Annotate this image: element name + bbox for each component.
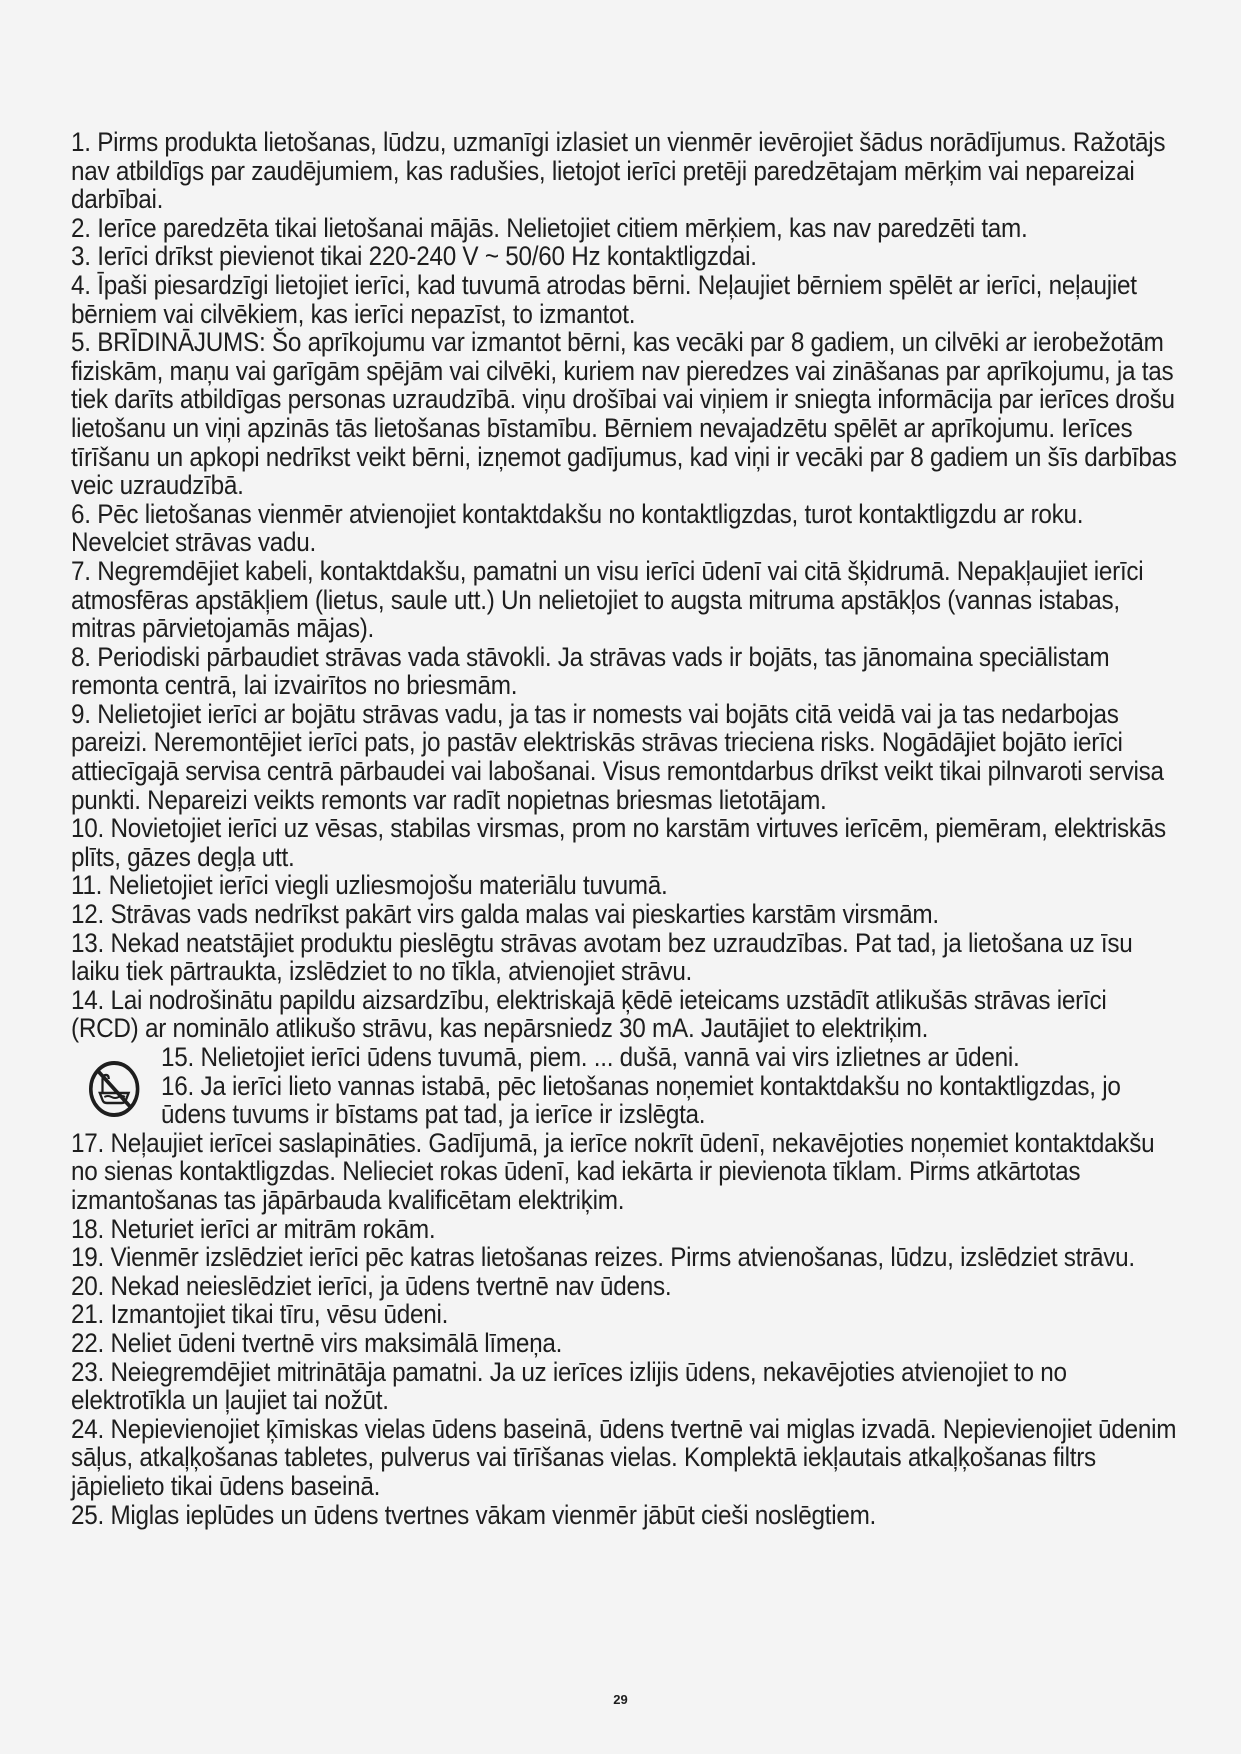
instruction-15: 15. Nelietojiet ierīci ūdens tuvumā, piem. ... dušā, vannā vai virs izlietnes ar ūdeni.: [161, 1042, 1020, 1072]
safety-instructions: [71, 128, 1179, 1529]
instruction-7: 7. Negremdējiet kabeli, kontaktdakšu, pamatni un visu ierīci ūdenī vai citā šķidrumā. Nepakļaujiet ierīci atmosfēras apstākļiem (lietus, saule utt.) Un nelietojiet to augsta mitruma apstākļos (vannas istabas, mitras pārvietojamās mājas).: [71, 555, 1144, 644]
page-number: 29: [613, 1692, 628, 1707]
instruction-24: 24. Nepievienojiet ķīmiskas vielas ūdens baseinā, ūdens tvertnē vai miglas izvadā. Nepievienojiet ūdenim sāļus, atkaļķošanas tabletes, pulverus vai tīrīšanas vielas. Komplektā iekļautais atkaļķošanas filtrs jāpielieto tikai ūdens baseinā.: [71, 1413, 1177, 1501]
instruction-20: 20. Nekad neieslēdziet ierīci, ja ūdens tvertnē nav ūdens.: [71, 1270, 672, 1301]
instruction-16: 16. Ja ierīci lieto vannas istabā, pēc lietošanas noņemiet kontaktdakšu no kontaktligzdas, jo ūdens tuvums ir bīstams pat tad, ja ierīce ir izslēgta.: [161, 1070, 1121, 1130]
no-bathtub-icon: [87, 1059, 141, 1119]
instruction-1: 1. Pirms produkta lietošanas, lūdzu, uzmanīgi izlasiet un vienmēr ievērojiet šādus norādījumus. Ražotājs nav atbildīgs par zaudējumiem, kas radušies, lietojot ierīci pretēji paredzētajam mērķim vai nepareizai darbībai.: [71, 127, 1166, 215]
instruction-12: 12. Strāvas vads nedrīkst pakārt virs galda malas vai pieskarties karstām virsmām.: [71, 899, 939, 930]
instruction-19: 19. Vienmēr izslēdziet ierīci pēc katras lietošanas reizes. Pirms atvienošanas, lūdzu, izslēdziet strāvu.: [71, 1242, 1135, 1273]
instruction-17: 17. Neļaujiet ierīcei saslapināties. Gadījumā, ja ierīce nokrīt ūdenī, nekavējoties noņemiet kontaktdakšu no sienas kontaktligzdas. Nelieciet rokas ūdenī, kad iekārta ir pievienota tīklam. Pirms atkārtotas izmantošanas tas jāpārbauda kvalificētam elektriķim.: [71, 1127, 1155, 1215]
instruction-10: 10. Novietojiet ierīci uz vēsas, stabilas virsmas, prom no karstām virtuves ierīcēm, piemēram, elektriskās plīts, gāzes degļa utt.: [71, 813, 1166, 872]
instruction-2: 2. Ierīce paredzēta tikai lietošanai mājās. Nelietojiet citiem mērķiem, kas nav paredzēti tam.: [71, 212, 1028, 243]
instruction-22: 22. Neliet ūdeni tvertnē virs maksimālā līmeņa.: [71, 1327, 563, 1358]
instruction-6: 6. Pēc lietošanas vienmēr atvienojiet kontaktdakšu no kontaktligzdas, turot kontaktligzdu ar roku. Nevelciet strāvas vadu.: [71, 498, 1084, 558]
instruction-8: 8. Periodiski pārbaudiet strāvas vada stāvokli. Ja strāvas vads ir bojāts, tas jānomaina speciālistam remonta centrā, lai izvairītos no briesmām.: [71, 641, 1110, 701]
instruction-3: 3. Ierīci drīkst pievienot tikai 220-240 V ~ 50/60 Hz kontaktligzdai.: [71, 241, 757, 272]
instruction-5: 5. BRĪDINĀJUMS: Šo aprīkojumu var izmantot bērni, kas vecāki par 8 gadiem, un cilvēki ar ierobežotām fiziskām, maņu vai garīgām spējām vai cilvēki, kuriem nav pieredzes vai zināšanas par aprīkojumu, ja tas tiek darīts atbildīgas personas uzraudzībā. viņu drošībai vai viņiem ir sniegta informācija par ierīces drošu lietošanu un viņi apzinās tās lietošanas bīstamību. Bērniem nevajadzētu spēlēt ar aprīkojumu. Ierīces tīrīšanu un apkopi nedrīkst veikt bērni, izņemot gadījumus, kad viņi ir vecāki par 8 gadiem un šīs darbības veic uzraudzībā.: [71, 327, 1177, 501]
instruction-4: 4. Īpaši piesardzīgi lietojiet ierīci, kad tuvumā atrodas bērni. Neļaujiet bērniem spēlēt ar ierīci, neļaujiet bērniem vai cilvēkiem, kas ierīci nepazīst, to izmantot.: [71, 269, 1137, 329]
instruction-18: 18. Neturiet ierīci ar mitrām rokām.: [71, 1213, 436, 1244]
instruction-23: 23. Neiegremdējiet mitrinātāja pamatni. Ja uz ierīces izlijis ūdens, nekavējoties atvienojiet to no elektrotīkla un ļaujiet tai nožūt.: [71, 1356, 1067, 1416]
instruction-14: 14. Lai nodrošinātu papildu aizsardzību, elektriskajā ķēdē ieteicams uzstādīt atlikušās strāvas ierīci (RCD) ar nominālo atlikušo strāvu, kas nepārsniedz 30 mA. Jautājiet to elektriķim.: [71, 984, 1107, 1044]
instruction-25: 25. Miglas ieplūdes un ūdens tvertnes vākam vienmēr jābūt cieši noslēgtiem.: [71, 1499, 877, 1530]
bathroom-warning-block: [71, 1043, 1179, 1129]
instruction-21: 21. Izmantojiet tikai tīru, vēsu ūdeni.: [71, 1299, 449, 1330]
instruction-9: 9. Nelietojiet ierīci ar bojātu strāvas vadu, ja tas ir nomests vai bojāts citā veidā vai ja tas nedarbojas pareizi. Neremontējiet ierīci pats, jo pastāv elektriskās strāvas trieciena risks. Nogādājiet bojāto ierīci attiecīgajā servisa centrā pārbaudei vai labošanai. Visus remontdarbus drīkst veikt tikai pilnvaroti servisa punkti. Nepareizi veikts remonts var radīt nopietnas briesmas lietotājam.: [71, 698, 1164, 815]
instruction-11: 11. Nelietojiet ierīci viegli uzliesmojošu materiālu tuvumā.: [71, 870, 668, 901]
instruction-13: 13. Nekad neatstājiet produktu pieslēgtu strāvas avotam bez uzraudzības. Pat tad, ja lietošana uz īsu laiku tiek pārtraukta, izslēdziet to no tīkla, atvienojiet strāvu.: [71, 927, 1133, 987]
